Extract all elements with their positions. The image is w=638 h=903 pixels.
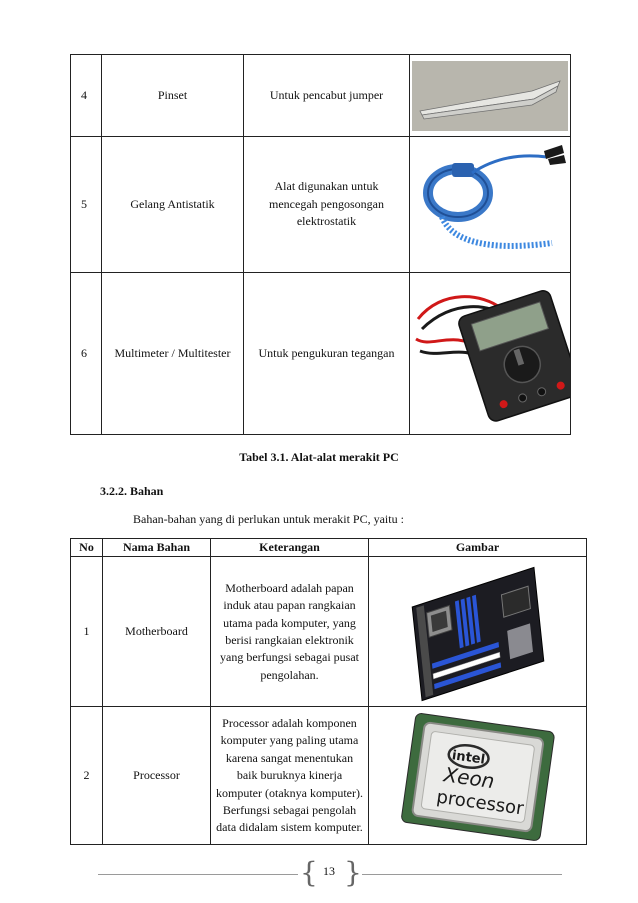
motherboard-icon bbox=[397, 562, 559, 702]
table-row bbox=[71, 273, 571, 435]
row-number: 2 bbox=[71, 707, 103, 845]
row-number: 5 bbox=[71, 137, 102, 273]
section-heading: 3.2.2. Bahan bbox=[100, 484, 164, 498]
tool-name: Pinset bbox=[102, 55, 244, 137]
chip-line2-text: processor bbox=[434, 786, 525, 820]
column-header-description: Keterangan bbox=[211, 539, 369, 557]
tool-name: Gelang Antistatik bbox=[102, 137, 244, 273]
tool-image bbox=[410, 55, 571, 137]
tool-description: Untuk pengukuran tegangan bbox=[244, 273, 410, 435]
footer-rule-right bbox=[362, 874, 562, 875]
row-number: 1 bbox=[71, 557, 103, 707]
tool-image bbox=[410, 137, 571, 273]
tweezers-icon bbox=[412, 61, 568, 131]
material-image bbox=[369, 707, 587, 845]
tool-description: Untuk pencabut jumper bbox=[244, 55, 410, 137]
footer-brace-left: { bbox=[300, 856, 318, 889]
row-number: 4 bbox=[71, 55, 102, 137]
material-name: Motherboard bbox=[103, 557, 211, 707]
footer-rule-left bbox=[98, 874, 298, 875]
column-header-no: No bbox=[71, 539, 103, 557]
processor-icon bbox=[390, 711, 566, 841]
footer-brace-right: } bbox=[344, 856, 362, 889]
tool-image bbox=[410, 273, 571, 435]
chip-brand-text: intel bbox=[450, 748, 486, 768]
row-number: 6 bbox=[71, 273, 102, 435]
intro-text: Bahan-bahan yang di perlukan untuk merakit PC, yaitu : bbox=[133, 512, 404, 526]
material-image bbox=[369, 557, 587, 707]
column-header-image: Gambar bbox=[369, 539, 587, 557]
material-name: Processor bbox=[103, 707, 211, 845]
material-description: Motherboard adalah papan induk atau papan rangkaian utama pada komputer, yang berisi rangkaian elektronik yang berfungsi sebagai pusat pengolahan. bbox=[211, 557, 369, 707]
column-header-name: Nama Bahan bbox=[103, 539, 211, 557]
page-number: 13 bbox=[323, 864, 335, 878]
multimeter-icon bbox=[412, 279, 570, 429]
tools-table bbox=[70, 54, 571, 435]
tool-name: Multimeter / Multitester bbox=[102, 273, 244, 435]
table-header-row bbox=[71, 539, 587, 557]
tool-description: Alat digunakan untuk mencegah pengosongan elektrostatik bbox=[244, 137, 410, 273]
table-row bbox=[71, 557, 587, 707]
material-description: Processor adalah komponen komputer yang paling utama karena sangat menentukan baik buruknya kinerja komputer (otaknya komputer). Berfungsi sebagai pengolah data didalam sistem komputer. bbox=[211, 707, 369, 845]
chip-line1-text: Xeon bbox=[441, 762, 496, 794]
antistatic-wristband-icon bbox=[412, 143, 570, 267]
materials-table bbox=[70, 538, 587, 845]
table-row bbox=[71, 55, 571, 137]
table-row bbox=[71, 137, 571, 273]
table-row bbox=[71, 707, 587, 845]
table-caption: Tabel 3.1. Alat-alat merakit PC bbox=[239, 450, 399, 464]
